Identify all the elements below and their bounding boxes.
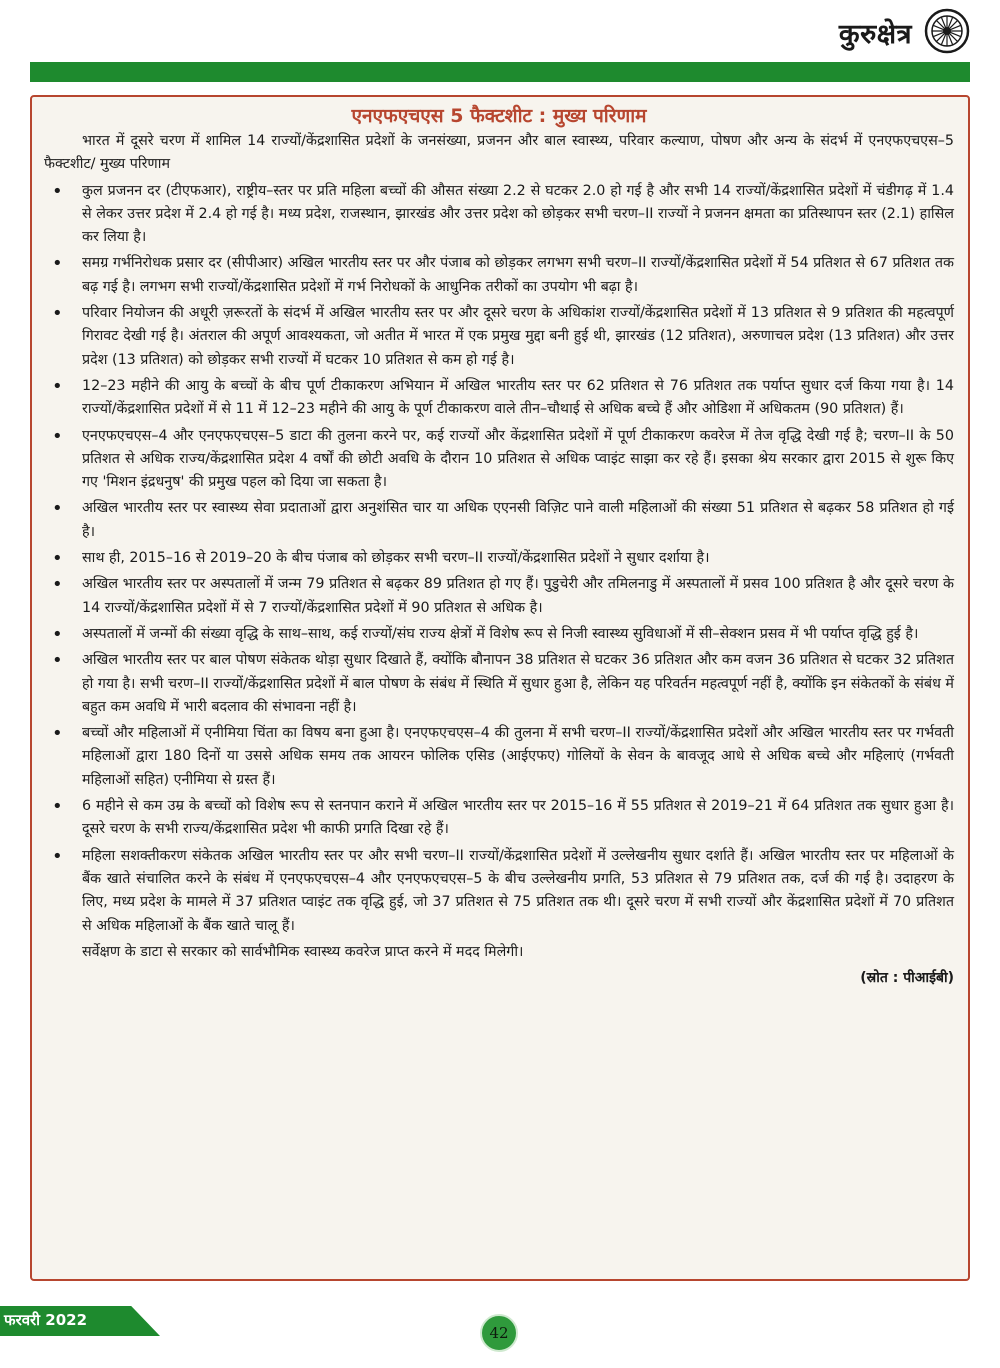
chakra-emblem-icon bbox=[924, 8, 970, 54]
bullet-item: • समग्र गर्भनिरोधक प्रसार दर (सीपीआर) अखिल भारतीय स्तर पर और पंजाब को छोड़कर लगभग सभी चरण–II राज्यों/केंद्रशासित प्रदेशों में 54 प्रतिशत से 67 प्रतिशत तक बढ़ गई है। लगभग सभी राज्यों/केंद्रशासित प्रदेशों में गर्भ निरोधकों के आधुनिक तरीकों का उपयोग भी बढ़ा है। bbox=[44, 252, 954, 299]
factsheet-box bbox=[30, 95, 970, 1281]
factsheet-intro: भारत में दूसरे चरण में शामिल 14 राज्यों/केंद्रशासित प्रदेशों के जनसंख्या, प्रजनन और बाल स्वास्थ्य, परिवार कल्याण, पोषण और अन्य के संदर्भ में एनएफएचएस–5 फैक्टशीट/ मुख्य परिणाम bbox=[44, 133, 954, 173]
factsheet-closing: सर्वेक्षण के डाटा से सरकार को सार्वभौमिक स्वास्थ्य कवरेज प्राप्त करने में मदद मिलेगी। bbox=[82, 943, 524, 960]
bullet-item: • महिला सशक्तीकरण संकेतक अखिल भारतीय स्तर पर और सभी चरण–II राज्यों/केंद्रशासित प्रदेशों में उल्लेखनीय सुधार दर्शाते हैं। अखिल भारतीय स्तर पर महिलाओं के बैंक खाते संचालित करने के संबंध में एनएफएचएस–4 और एनएफएचएस–5 के बीच उल्लेखनीय प्रगति, 53 प्रतिशत से 79 प्रतिशत तक, दर्ज की गई है। उदाहरण के लिए, मध्य प्रदेश के मामले में 37 प्रतिशत प्वाइंट तक वृद्धि हुई, जो 37 प्रतिशत से 75 प्रतिशत तक थी। दूसरे चरण में सभी राज्यों और केंद्रशासित प्रदेशों में 70 प्रतिशत से अधिक महिलाओं के बैंक खाते चालू हैं। bbox=[44, 845, 954, 938]
bullet-item: • एनएफएचएस–4 और एनएफएचएस–5 डाटा की तुलना करने पर, कई राज्यों और केंद्रशासित प्रदेशों में पूर्ण टीकाकरण कवरेज में तेज वृद्धि देखी गई है; चरण–II के 50 प्रतिशत से अधिक राज्य/केंद्रशासित प्रदेश 4 वर्षों की छोटी अवधि के दौरान 10 प्रतिशत से अधिक प्वाइंट साझा कर रहे हैं। इसका श्रेय सरकार द्वारा 2015 से शुरू किए गए 'मिशन इंद्रधनुष' की प्रमुख पहल को दिया जा सकता है। bbox=[44, 425, 954, 495]
page-number: 42 bbox=[480, 1314, 518, 1352]
bullet-item: • अखिल भारतीय स्तर पर अस्पतालों में जन्म 79 प्रतिशत से बढ़कर 89 प्रतिशत हो गए हैं। पुडुचेरी और तमिलनाडु में अस्पतालों में प्रसव 100 प्रतिशत है और दूसरे चरण के 14 राज्यों/केंद्रशासित प्रदेशों में से 7 राज्यों/केंद्रशासित प्रदेशों में 90 प्रतिशत से अधिक है। bbox=[44, 573, 954, 620]
bullet-item: • कुल प्रजनन दर (टीएफआर), राष्ट्रीय–स्तर पर प्रति महिला बच्चों की औसत संख्या 2.2 से घटकर 2.0 हो गई है और सभी 14 राज्यों/केंद्रशासित प्रदेशों में चंडीगढ़ में 1.4 से लेकर उत्तर प्रदेश में 2.4 हो गई है। मध्य प्रदेश, राजस्थान, झारखंड और उत्तर प्रदेश को छोड़कर सभी चरण–II राज्यों ने प्रजनन क्षमता का प्रतिस्थापन स्तर (2.1) हासिल कर लिया है। bbox=[44, 180, 954, 250]
bullet-item: • अखिल भारतीय स्तर पर बाल पोषण संकेतक थोड़ा सुधार दिखाते हैं, क्योंकि बौनापन 38 प्रतिशत से घटकर 36 प्रतिशत और कम वजन 36 प्रतिशत से घटकर 32 प्रतिशत हो गया है। सभी चरण–II राज्यों/केंद्रशासित प्रदेशों में बाल पोषण के संबंध में स्थिति में सुधार हुआ है, लेकिन यह परिवर्तन महत्वपूर्ण नहीं है, क्योंकि इन संकेतकों के संबंध में बहुत कम अवधि में भारी बदलाव की संभावना नहीं है। bbox=[44, 649, 954, 719]
bullet-item: • बच्चों और महिलाओं में एनीमिया चिंता का विषय बना हुआ है। एनएफएचएस–4 की तुलना में सभी चरण–II राज्यों/केंद्रशासित प्रदेशों और अखिल भारतीय स्तर पर गर्भवती महिलाओं द्वारा 180 दिनों या उससे अधिक समय तक आयरन फोलिक एसिड (आईएफए) गोलियों के सेवन के बावजूद आधे से अधिक बच्चे और महिलाएं (गर्भवती महिलाओं सहित) एनीमिया से ग्रस्त हैं। bbox=[44, 722, 954, 792]
factsheet-bullet-list bbox=[44, 180, 954, 938]
factsheet-title: एनएफएचएस 5 फैक्टशीट : मुख्य परिणाम bbox=[351, 105, 647, 127]
bullet-item: • 12–23 महीने की आयु के बच्चों के बीच पूर्ण टीकाकरण अभियान में अखिल भारतीय स्तर पर 62 प्रतिशत से 76 प्रतिशत तक पर्याप्त सुधार दर्ज किया गया है। 14 राज्यों/केंद्रशासित प्रदेशों में से 11 में 12–23 महीने की आयु के पूर्ण टीकाकरण वाले तीन–चौथाई से अधिक बच्चे हैं और ओडिशा में अधिकतम (90 प्रतिशत) हैं। bbox=[44, 375, 954, 422]
header-green-bar bbox=[30, 62, 970, 82]
page-header bbox=[0, 0, 1000, 60]
bullet-item: • परिवार नियोजन की अधूरी ज़रूरतों के संदर्भ में अखिल भारतीय स्तर पर और दूसरे चरण के अधिकांश राज्यों/केंद्रशासित प्रदेशों में 13 प्रतिशत से 9 प्रतिशत की महत्वपूर्ण गिरावट देखी गई है। अंतराल की अपूर्ण आवश्यकता, जो अतीत में भारत में एक प्रमुख मुद्दा बनी हुई थी, झारखंड (12 प्रतिशत), अरुणाचल प्रदेश (13 प्रतिशत) और उत्तर प्रदेश (13 प्रतिशत) को छोड़कर सभी राज्यों में घटकर 10 प्रतिशत से कम हो गई है। bbox=[44, 302, 954, 372]
issue-date: फरवरी 2022 bbox=[4, 1311, 88, 1329]
bullet-item: • अखिल भारतीय स्तर पर स्वास्थ्य सेवा प्रदाताओं द्वारा अनुशंसित चार या अधिक एएनसी विज़िट पाने वाली महिलाओं की संख्या 51 प्रतिशत से बढ़कर 58 प्रतिशत हो गई है। bbox=[44, 497, 954, 544]
magazine-masthead: कुरुक्षेत्र bbox=[838, 19, 912, 50]
bullet-item: • 6 महीने से कम उम्र के बच्चों को विशेष रूप से स्तनपान कराने में अखिल भारतीय स्तर पर 2015–16 में 55 प्रतिशत से 2019–21 में 64 प्रतिशत तक सुधार हुआ है। दूसरे चरण के सभी राज्य/केंद्रशासित प्रदेश भी काफी प्रगति दिखा रहे हैं। bbox=[44, 795, 954, 842]
source-credit: (स्रोत : पीआईबी) bbox=[860, 970, 954, 987]
bullet-item: • साथ ही, 2015–16 से 2019–20 के बीच पंजाब को छोड़कर सभी चरण–II राज्यों/केंद्रशासित प्रदेशों ने सुधार दर्शाया है। bbox=[44, 547, 954, 570]
bullet-item: • अस्पतालों में जन्मों की संख्या वृद्धि के साथ–साथ, कई राज्यों/संघ राज्य क्षेत्रों में विशेष रूप से निजी स्वास्थ्य सुविधाओं में सी–सेक्शन प्रसव में भी पर्याप्त वृद्धि हुई है। bbox=[44, 623, 954, 646]
